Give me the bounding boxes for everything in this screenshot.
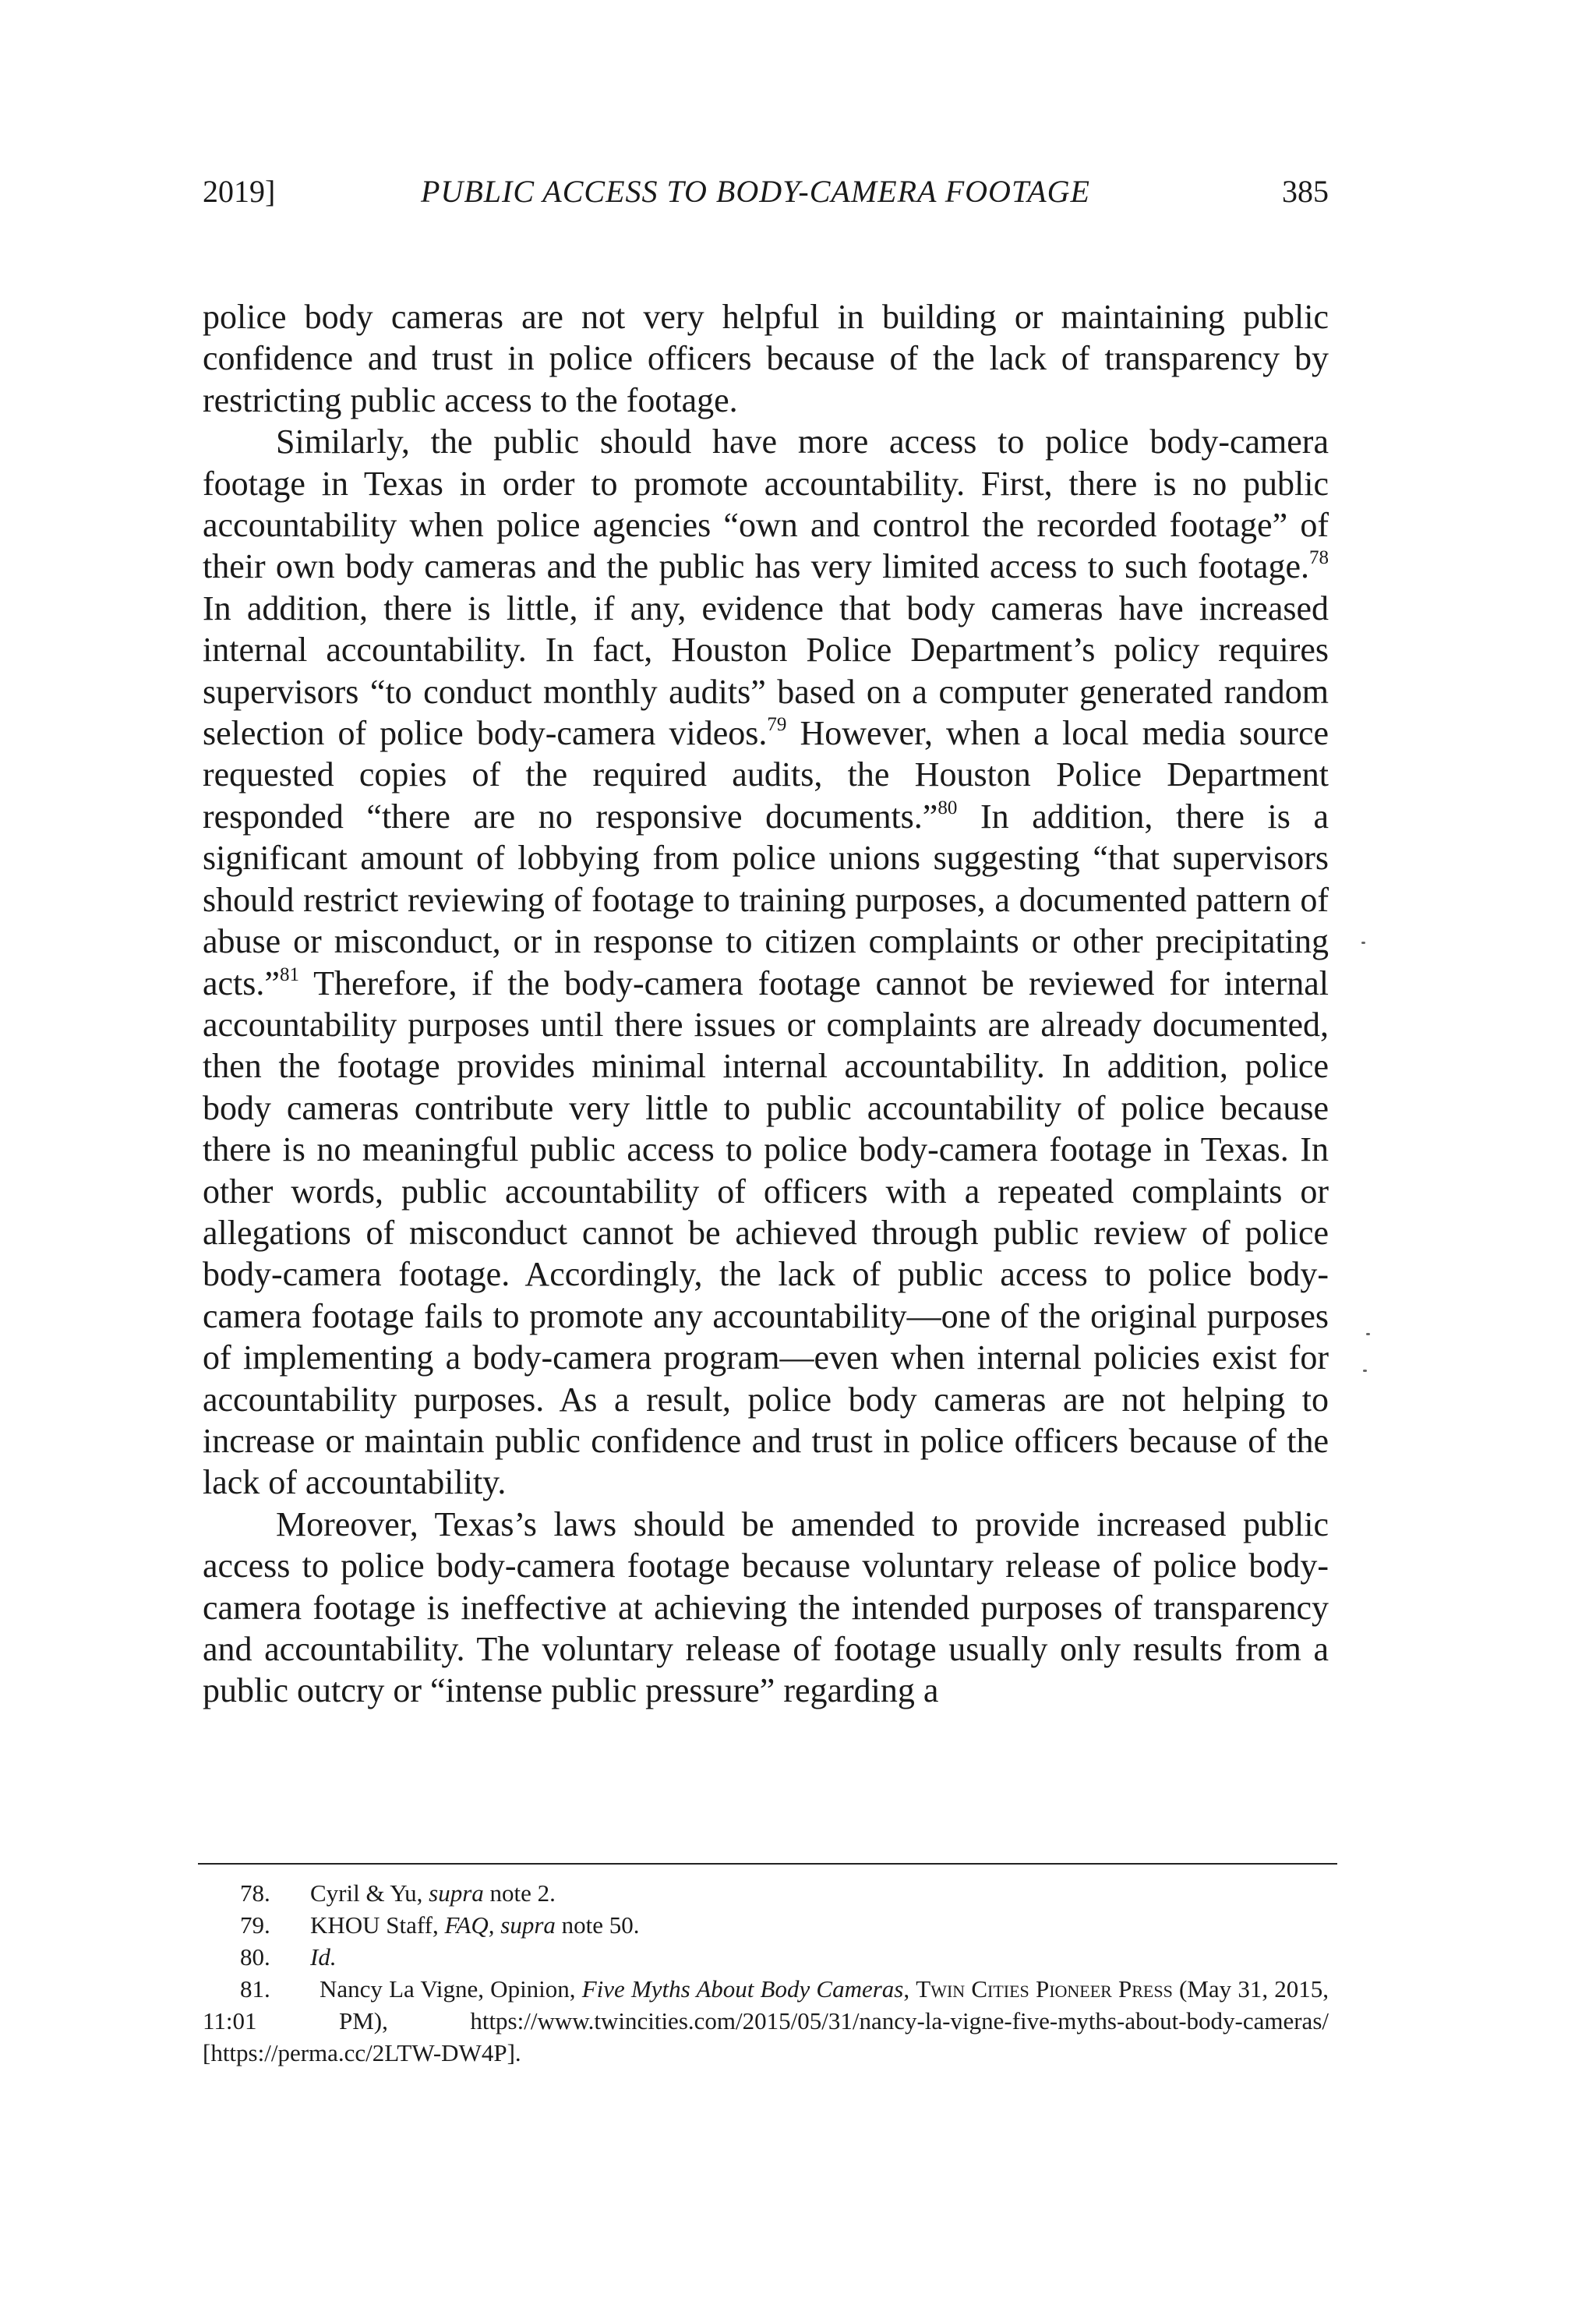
footnote-ref-80[interactable]: 80 [937,797,958,818]
footnote-divider [198,1863,1337,1865]
footnote-number: 79. [240,1911,270,1939]
paragraph-text: Therefore, if the body-camera footage cannot be reviewed for internal accountability purposes until there issues or complaints are already documented, then the footage provides minimal internal accountability. In addition, police body cameras contribute very little to public accountability of police because there is no meaningful public access to police body-camera footage in Texas. In other words, public accountability of officers with a repeated complaints or allegations of misconduct cannot be achieved through public review of police body-camera footage. Accordingly, the lack of public access to police body-camera footage fails to promote any accountability—one of the original purposes of implementing a body-camera program—even when internal policies exist for accountability purposes. As a result, police body cameras are not helping to increase or maintain public confidence and trust in police officers because of the lack of accountability. [203,963,1329,1502]
footnote-ref-79[interactable]: 79 [767,714,787,736]
footnote-text: note 50. [555,1911,640,1939]
paragraph-text: Similarly, the public should have more access to police body-camera footage in Texas in order to promote accountability. First, there is no public accountability when police agencies “own and control the recorded footage” of their own body cameras and the public has very limited access to such footage. [203,422,1329,586]
footnote-title: FAQ, supra [444,1911,556,1939]
footnote-title: Five Myths About Body Cameras [581,1975,904,2003]
paragraph-voluntary-release: Moreover, Texas’s laws should be amended to provide increased public access to police body-camera footage because voluntary release of police body-camera footage is ineffective at achieving the intended purposes of transparency and accountability. The voluntary release of footage usually only results from a public outcry or “intense public pressure” regarding a [203,1504,1329,1710]
footnotes [203,1877,1329,2069]
footnote-number: 81. [240,1975,270,2003]
footnote-81 [203,1973,1329,2069]
footnote-number: 80. [240,1943,270,1971]
footnote-text: KHOU Staff, [310,1911,445,1939]
paragraph-continuation: police body cameras are not very helpful in building or maintaining public confidence and trust in police officers because of the lack of transparency by restricting public access to the footage. [203,298,1329,419]
scan-speck [1363,1370,1367,1372]
footnote-publication: Twin Cities Pioneer Press [916,1975,1173,2003]
running-title: PUBLIC ACCESS TO BODY-CAMERA FOOTAGE [421,174,1090,209]
paragraph-text: However, when a local media source requested copies of the required audits, the Houston Police Department responded “there are no responsive documents.” [203,714,1329,836]
footnote-citation-link[interactable]: (May 31, 2015, 11:01 PM), https://www.twincities.com/2015/05/31/nancy-la-vigne-five-myths-about-body-cameras/ [https://perma.cc/2LTW-DW4P]. [203,1975,1329,2066]
footnote-ref-78[interactable]: 78 [1309,547,1329,569]
paragraph-text: In addition, there is little, if any, evidence that body cameras have increased internal accountability. In fact, Houston Police Department’s policy requires supervisors “to conduct monthly audits” based on a computer generated random selection of police body-camera videos. [203,589,1329,753]
footnote-signal: supra [429,1879,484,1907]
footnote-text: note 2. [483,1879,556,1907]
running-header [203,173,1329,217]
scan-speck [1366,1333,1370,1335]
paragraph-accountability [203,421,1329,1504]
footnote-number: 78. [240,1879,270,1907]
footnote-80 [203,1941,1329,1973]
footnote-text: Cyril & Yu, [310,1879,429,1907]
scan-artifacts [1360,0,1391,2319]
volume-year: 2019] [203,174,276,209]
footnote-79 [203,1909,1329,1941]
body-text [203,296,1329,1712]
footnote-text: Nancy La Vigne, Opinion, [320,1975,582,2003]
paragraph-text: In addition, there is a significant amount of lobbying from police unions suggesting “that supervisors should restrict reviewing of footage to training purposes, a documented pattern of abuse or misconduct, or in response to citizen complaints or other precipitating acts.” [203,797,1329,1002]
scan-speck [1361,942,1365,944]
footnote-text: , [903,1975,916,2003]
footnote-signal: Id. [310,1943,337,1971]
footnote-ref-81[interactable]: 81 [279,963,299,985]
page-number: 385 [1282,174,1329,209]
footnote-78 [203,1877,1329,1909]
